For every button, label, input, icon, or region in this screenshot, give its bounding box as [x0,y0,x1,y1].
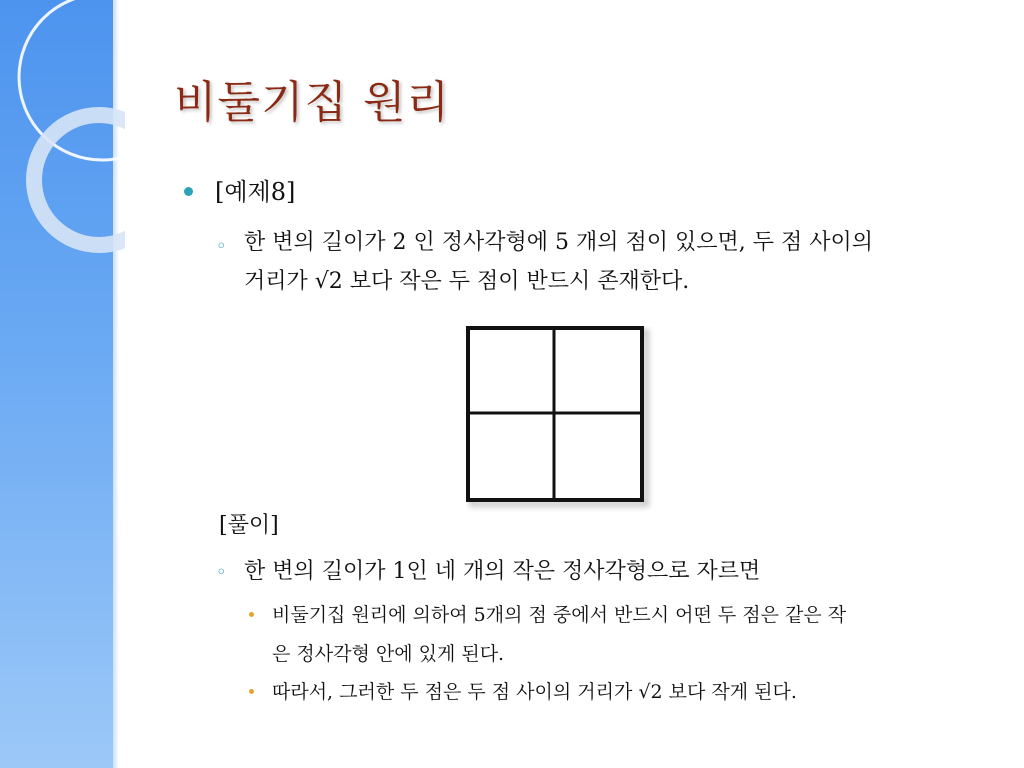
problem-statement [244,223,989,301]
problem-line-2: 거리가 √2 보다 작은 두 점이 반드시 존재한다. [244,269,690,294]
problem-line-1: 한 변의 길이가 2 인 정사각형에 5 개의 점이 있으면, 두 점 사이의 [244,230,873,255]
solution-label: [풀이] [219,513,279,538]
bullet-circle-level2: ◦ [216,236,227,257]
circle-ring [34,115,125,245]
decorative-circles [0,0,125,260]
solution-sub-1-line-1: 비둘기집 원리에 의하여 5개의 점 중에서 반드시 어떤 두 점은 같은 작 [272,604,847,626]
square-grid-diagram [466,326,656,516]
circle-large [19,0,125,160]
bullet-dot-level3 [249,612,254,617]
solution-sub-1-line-2: 은 정사각형 안에 있게 된다. [272,643,505,665]
bullet-dot-level1 [184,187,193,196]
bullet-dot-level3 [249,689,254,694]
example-label: [예제8] [215,178,296,206]
slide-title: 비둘기집 원리 [174,77,451,128]
solution-step: 한 변의 길이가 1인 네 개의 작은 정사각형으로 자르면 [244,559,761,584]
bullet-circle-level2: ◦ [216,562,227,583]
solution-sub-1 [272,596,982,674]
solution-sub-2: 따라서, 그러한 두 점은 두 점 사이의 거리가 √2 보다 작게 된다. [272,681,797,703]
